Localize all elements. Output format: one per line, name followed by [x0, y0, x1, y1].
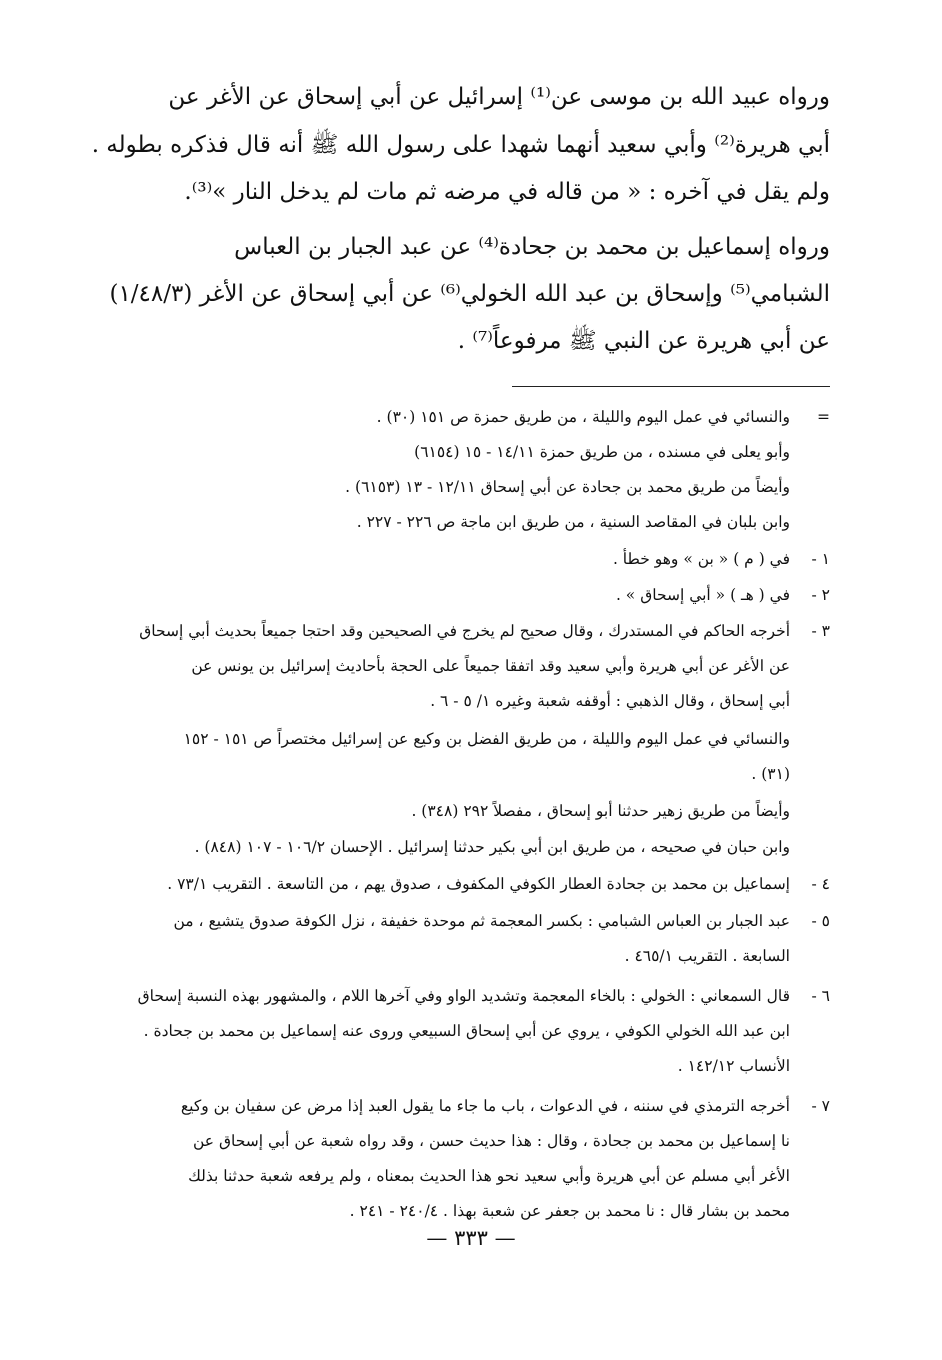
footnote-line: وأيضاً من طريق محمد بن جحادة عن أبي إسحاق ١٢/١١ - ١٣ (٦١٥٣) . — [345, 478, 790, 496]
footnote-line: الأغر أبي مسلم عن أبي هريرة وأبي سعيد نحو هذا الحديث بمعناه ، ولم يرفعه شعبة حدثنا بذلك — [188, 1167, 790, 1185]
footnote-number: ٦ - — [811, 987, 830, 1005]
footnote-number: ٢ - — [811, 586, 830, 604]
footnote-line: وابن حبان في صحيحه ، من طريق ابن أبي بكير حدثنا إسرائيل . الإحسان ١٠٦/٢ - ١٠٧ (٨٤٨) . — [194, 838, 790, 856]
footnote-number: ٤ - — [811, 875, 830, 893]
footnote-line: (٣١) . — [751, 765, 790, 783]
footnote-line: السابعة . التقريب ٤٦٥/١ . — [624, 947, 790, 965]
footnote-divider — [512, 386, 830, 387]
main-text-line: ولم يقل في آخره : « من قاله في مرضه ثم مات لم يدخل النار »⁽³⁾. — [184, 179, 830, 205]
footnote-line: وأبو يعلى في مسنده ، من طريق حمزة ١٤/١١ - ١٥ (٦١٥٤) — [414, 443, 790, 461]
footnote-line: والنسائي في عمل اليوم والليلة ، من طريق الفضل بن وكيع عن إسرائيل مختصراً ص ١٥١ - ١٥٢ — [183, 730, 790, 748]
page-number: — ٣٣٣ — — [426, 1226, 516, 1250]
footnote-line: وأيضاً من طريق زهير حدثنا أبو إسحاق ، مفصلاً ٢٩٢ (٣٤٨) . — [411, 802, 790, 820]
footnote-line: نا إسماعيل بن محمد بن جحادة ، وقال : هذا حديث حسن ، وقد رواه شعبة عن أبي إسحاق عن — [193, 1132, 790, 1150]
footnote-line: الأنساب ١٤٢/١٢ . — [677, 1057, 790, 1075]
footnote-line: قال السمعاني : الخولي : بالخاء المعجمة وتشديد الواو وفي آخرها اللام ، والمشهور بهذه النسبة إسحاق — [137, 987, 790, 1005]
footnote-line: أبي إسحاق ، وقال الذهبي : أوقفه شعبة وغيره ١/ ٥ - ٦ . — [430, 692, 790, 710]
footnote-number: ١ - — [811, 550, 830, 568]
footnote-line: ابن عبد الله الخولي الكوفي ، يروي عن أبي إسحاق السبيعي وروى عنه إسماعيل بن محمد بن جحادة . — [143, 1022, 790, 1040]
footnote-number: ٥ - — [811, 912, 830, 930]
footnote-line: محمد بن بشار قال : نا محمد بن جعفر عن شعبة بهذا . ٢٤٠/٤ - ٢٤١ . — [349, 1202, 790, 1220]
continuation-marker: = — [817, 408, 830, 426]
footnote-line: أخرجه الحاكم في المستدرك ، وقال صحيح لم يخرج في الصحيحين وقد احتجا جميعاً بحديث أبي إسحاق — [139, 622, 790, 640]
main-text-line: أبي هريرة⁽²⁾ وأبي سعيد أنهما شهدا على رسول الله ﷺ أنه قال فذكره بطوله . — [91, 132, 830, 158]
main-text-line: ورواه عبيد الله بن موسى عن⁽¹⁾ إسرائيل عن أبي إسحاق عن الأغر عن — [168, 84, 830, 110]
main-text-line: الشبامي⁽⁵⁾ وإسحاق بن عبد الله الخولي⁽⁶⁾ عن أبي إسحاق عن الأغر (١/٤٨/٣) — [109, 281, 830, 307]
footnote-line: عن الأغر عن أبي هريرة وأبي سعيد وقد اتفقا جميعاً على الحجة بأحاديث إسرائيل بن يونس عن — [191, 657, 790, 675]
footnote-number: ٧ - — [811, 1097, 830, 1115]
footnote-line: وابن بلبان في المقاصد السنية ، من طريق ابن ماجة ص ٢٢٦ - ٢٢٧ . — [356, 513, 790, 531]
footnote-number: ٣ - — [811, 622, 830, 640]
footnote-line: والنسائي في عمل اليوم والليلة ، من طريق حمزة ص ١٥١ (٣٠) . — [376, 408, 790, 426]
main-text-line: ورواه إسماعيل بن محمد بن جحادة⁽⁴⁾ عن عبد الجبار بن العباس — [234, 234, 830, 260]
footnote-line: في ( هـ ) « أبي إسحاق » . — [615, 586, 790, 604]
footnote-line: في ( م ) « بن » وهو خطأ . — [612, 550, 790, 568]
footnote-line: عبد الجبار بن العباس الشبامي : بكسر المعجمة ثم موحدة خفيفة ، نزل الكوفة صدوق يتشيع ، من — [173, 912, 790, 930]
main-text-line: عن أبي هريرة عن النبي ﷺ مرفوعاً⁽⁷⁾ . — [457, 328, 830, 354]
footnote-line: أخرجه الترمذي في سننه ، في الدعوات ، باب ما جاء ما يقول العبد إذا مرض عن سفيان بن وكيع — [180, 1097, 790, 1115]
footnote-line: إسماعيل بن محمد بن جحادة العطار الكوفي المكفوف ، صدوق يهم ، من التاسعة . التقريب ٧٣/١ . — [167, 875, 790, 893]
